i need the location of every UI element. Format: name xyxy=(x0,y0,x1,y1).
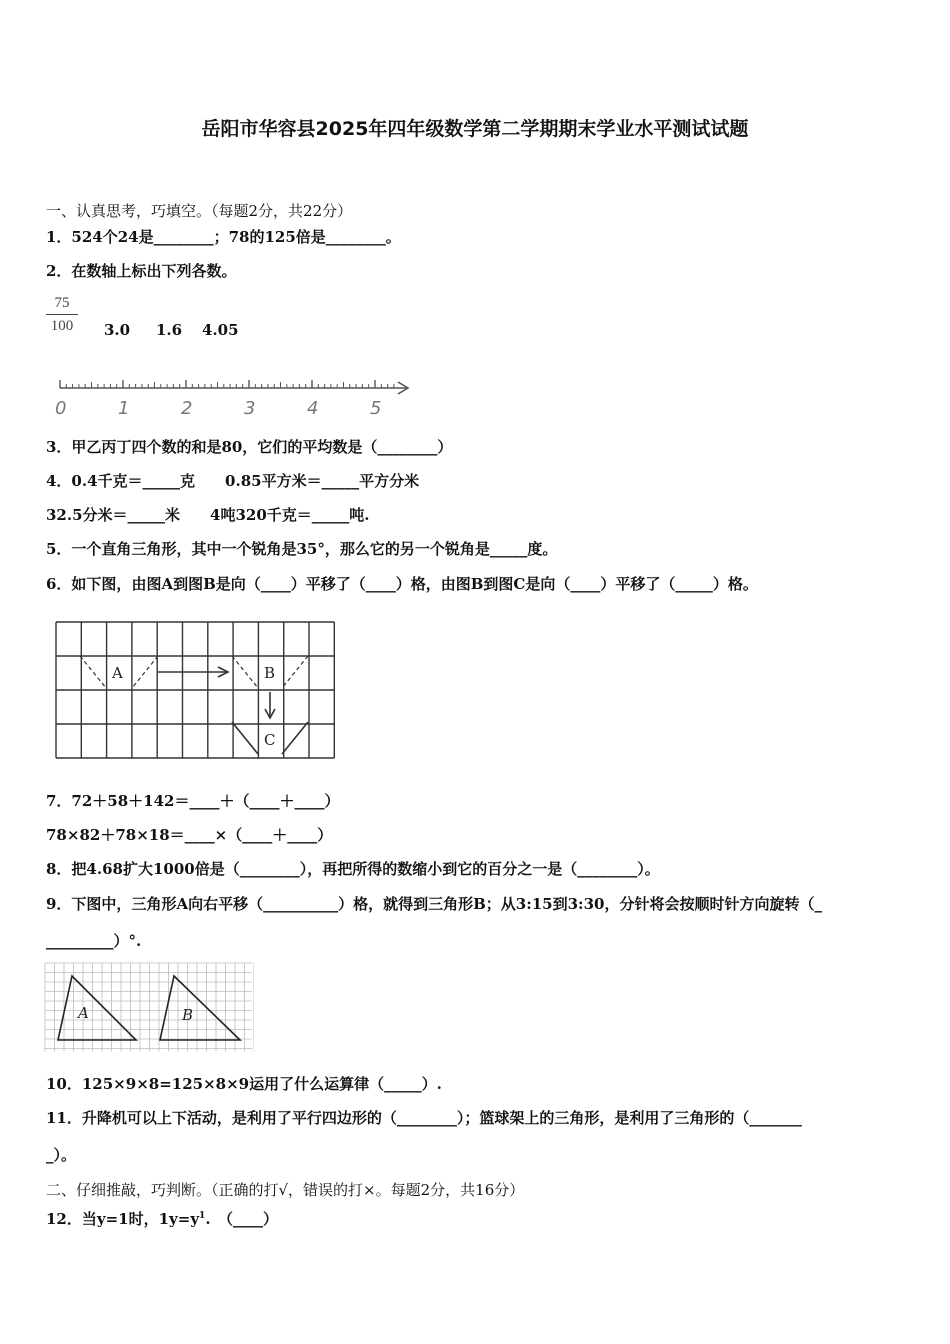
shape-c-label: C xyxy=(264,731,276,749)
question-12-prefix: 12．当y=1时，1y=y xyxy=(46,1210,200,1228)
question-8: 8．把4.68扩大1000倍是（________），再把所得的数缩小到它的百分之一是（________）。 xyxy=(46,860,660,878)
question-12 xyxy=(46,1207,278,1228)
section-2-heading: 二、仔细推敲，巧判断。（正确的打√，错误的打×。每题2分，共16分） xyxy=(46,1181,525,1199)
triangle-a xyxy=(58,976,136,1040)
fraction-numerator: 75 xyxy=(46,294,78,315)
number-1-6: 1.6 xyxy=(156,321,183,339)
number-line-label-2: 2 xyxy=(181,398,193,419)
question-7-line-1: 7．72＋58＋142＝____＋（____＋____） xyxy=(46,792,340,810)
number-line-label-1: 1 xyxy=(118,398,130,419)
question-5: 5．一个直角三角形，其中一个锐角是35°，那么它的另一个锐角是_____度。 xyxy=(46,540,558,558)
number-line-label-0: 0 xyxy=(55,398,67,419)
shape-a-right-edge xyxy=(132,656,158,688)
page-title: 岳阳市华容县2025年四年级数学第二学期期末学业水平测试试题 xyxy=(201,118,749,140)
triangle-grid-figure xyxy=(44,962,254,1058)
number-3-0: 3.0 xyxy=(104,321,131,339)
shape-b-left-edge xyxy=(232,656,258,688)
question-3: 3．甲乙丙丁四个数的和是80，它们的平均数是（________） xyxy=(46,438,453,456)
number-line-label-3: 3 xyxy=(244,398,256,419)
number-line-label-4: 4 xyxy=(307,398,319,419)
shape-c-left-edge xyxy=(232,722,258,754)
question-9-line-1: 9．下图中，三角形A向右平移（__________）格，就得到三角形B；从3:15到3:30，分针将会按顺时针方向旋转（_ xyxy=(46,895,822,913)
number-line-label-5: 5 xyxy=(370,398,382,419)
shape-b-right-edge xyxy=(282,656,308,688)
question-11-line-2: _）。 xyxy=(46,1146,77,1164)
question-1: 1．524个24是________；78的125倍是________。 xyxy=(46,228,401,246)
question-2: 2．在数轴上标出下列各数。 xyxy=(46,262,237,280)
shape-c-right-edge xyxy=(282,722,308,754)
question-7-line-2: 78×82＋78×18＝____×（____＋____） xyxy=(46,826,333,844)
number-line-ticks xyxy=(60,380,394,388)
question-6: 6．如下图，由图A到图B是向（____）平移了（____）格，由图B到图C是向（____）平移了（_____）格。 xyxy=(46,575,758,593)
triangle-b xyxy=(160,976,240,1040)
question-9-line-2: _________）°. xyxy=(46,932,142,950)
shape-b-label: B xyxy=(264,664,276,682)
translation-grid-figure xyxy=(50,614,350,764)
triangle-a-label: A xyxy=(78,1004,89,1022)
question-10: 10．125×9×8=125×8×9运用了什么运算律（_____）. xyxy=(46,1075,442,1093)
fraction-75-100 xyxy=(46,294,78,335)
number-line-figure xyxy=(50,376,420,426)
shape-a-label: A xyxy=(112,664,123,682)
shape-a-left-edge xyxy=(80,656,106,688)
question-12-suffix: . （____） xyxy=(205,1210,279,1228)
question-11-line-1: 11．升降机可以上下活动，是利用了平行四边形的（________）；篮球架上的三角形，是利用了三角形的（_______ xyxy=(46,1109,802,1127)
number-4-05: 4.05 xyxy=(202,321,239,339)
question-12-superscript: 1 xyxy=(199,1211,206,1221)
fraction-denominator: 100 xyxy=(50,318,74,334)
question-4-line-2: 32.5分米＝_____米 4吨320千克＝_____吨. xyxy=(46,506,370,524)
question-4-line-1: 4．0.4千克＝_____克 0.85平方米＝_____平方分米 xyxy=(46,472,420,490)
section-1-heading: 一、认真思考，巧填空。（每题2分，共22分） xyxy=(46,202,353,220)
triangle-b-label: B xyxy=(182,1006,194,1024)
